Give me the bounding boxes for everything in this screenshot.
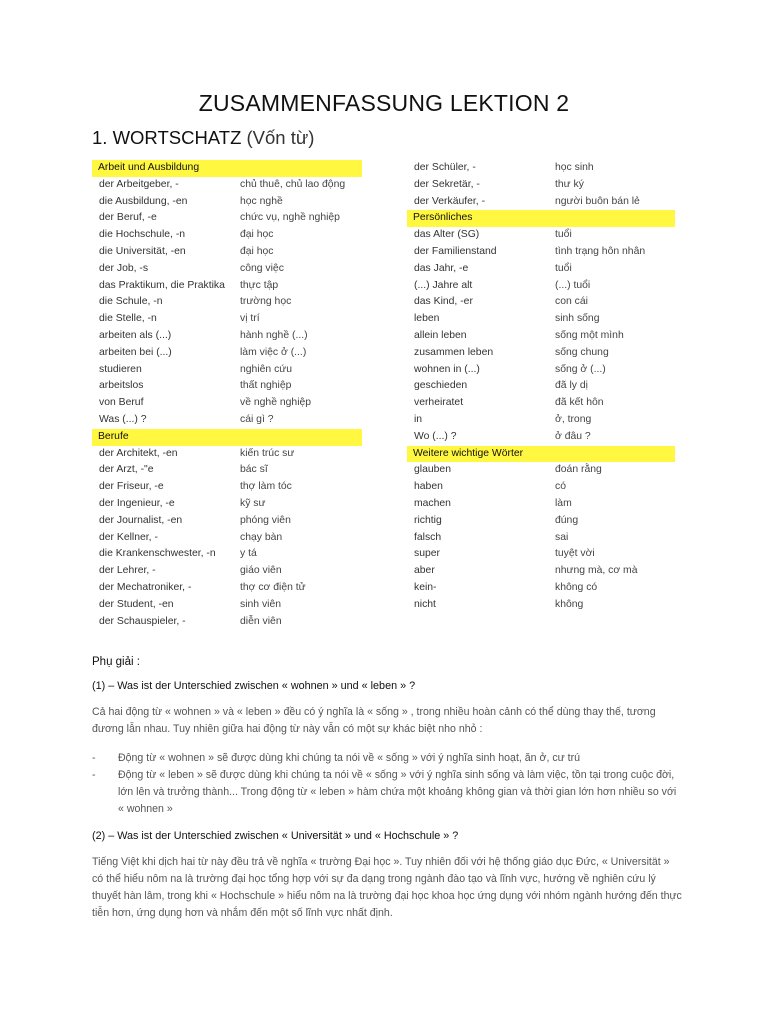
vietnamese-translation: y tá xyxy=(240,548,257,560)
vietnamese-translation: làm xyxy=(555,497,572,509)
german-term: das Jahr, -e xyxy=(414,262,469,274)
vietnamese-translation: kỹ sư xyxy=(240,497,266,509)
bullet-item xyxy=(92,750,682,767)
german-term: der Lehrer, - xyxy=(99,565,156,577)
german-term: machen xyxy=(414,497,451,509)
vocab-row xyxy=(407,496,675,513)
german-term: studieren xyxy=(99,363,142,375)
german-term: der Friseur, -e xyxy=(99,481,164,493)
german-term: verheiratet xyxy=(414,397,464,409)
notes-label: Phụ giải : xyxy=(92,656,140,668)
german-term: das Kind, -er xyxy=(414,296,473,308)
vocab-row xyxy=(92,597,362,614)
vietnamese-translation: cái gì ? xyxy=(240,413,274,425)
vietnamese-translation: công việc xyxy=(240,262,284,274)
vocab-row xyxy=(92,530,362,547)
german-term: richtig xyxy=(414,514,442,526)
german-term: der Journalist, -en xyxy=(99,514,183,526)
vietnamese-translation: sống ở (...) xyxy=(555,363,606,375)
german-term: kein- xyxy=(414,581,437,593)
vietnamese-translation: tuổi xyxy=(555,229,572,241)
category-header: Arbeit und Ausbildung xyxy=(92,160,362,177)
document-title: ZUSAMMENFASSUNG LEKTION 2 xyxy=(198,90,570,116)
category-header: Berufe xyxy=(92,429,362,446)
vocab-row xyxy=(92,194,362,211)
vocab-row xyxy=(407,412,675,429)
vietnamese-translation: chủ thuê, chủ lao động xyxy=(240,178,346,190)
answer-2-paragraph: Tiếng Việt khi dịch hai từ này đều trả về nghĩa « trường Đại học ». Tuy nhiên đối với hệ thống giáo dục Đức, « Universität » có thể hiểu nôm na là trường đại học tổng hợp với sự đa dạng trong ngành đào tạo và lĩnh vực, hướng về nghiên cứu lý thuyết hàn lâm, trong khi « Hochschule » hiểu nôm na là trường đại học khoa học ứng dụng với nhóm ngành hướng đến thực tiễn hơn, ứng dụng hơn và nhắm đến một số lĩnh vực nhất định. xyxy=(92,856,682,919)
vocab-row xyxy=(92,412,362,429)
dash-icon: - xyxy=(92,752,96,764)
vocab-row xyxy=(407,194,675,211)
vietnamese-translation: học nghề xyxy=(240,195,283,207)
vocab-row xyxy=(407,244,675,261)
vocab-row xyxy=(92,513,362,530)
vietnamese-translation: nghiên cứu xyxy=(240,363,293,375)
vocab-row xyxy=(407,345,675,362)
german-term: die Stelle, -n xyxy=(99,313,157,325)
notes-section xyxy=(92,656,682,934)
german-term: das Alter (SG) xyxy=(414,229,480,241)
german-term: die Universität, -en xyxy=(99,245,186,257)
german-term: der Verkäufer, - xyxy=(414,195,486,207)
german-term: allein leben xyxy=(414,329,467,341)
vietnamese-translation: sai xyxy=(555,531,569,543)
vietnamese-translation: ở đâu ? xyxy=(555,430,591,442)
german-term: arbeitslos xyxy=(99,380,144,392)
vocab-row xyxy=(92,244,362,261)
vietnamese-translation: thợ cơ điện tử xyxy=(240,581,306,593)
section-heading xyxy=(92,127,314,149)
german-term: super xyxy=(414,548,440,560)
vocab-row xyxy=(407,160,675,177)
vietnamese-translation: người buôn bán lẻ xyxy=(555,195,640,207)
vietnamese-translation: làm việc ở (...) xyxy=(240,346,307,358)
vietnamese-translation: học sinh xyxy=(555,162,594,173)
vietnamese-translation: đại học xyxy=(240,245,274,257)
german-term: die Ausbildung, -en xyxy=(99,195,188,207)
vocab-row xyxy=(92,227,362,244)
german-term: nicht xyxy=(414,598,436,610)
vocab-row xyxy=(92,546,362,563)
vocab-row xyxy=(407,278,675,295)
german-term: der Mechatroniker, - xyxy=(99,581,192,593)
german-term: der Ingenieur, -e xyxy=(99,497,175,509)
german-term: der Arzt, -"e xyxy=(99,464,154,476)
vietnamese-translation: có xyxy=(555,481,566,493)
vocab-row xyxy=(407,429,675,446)
vietnamese-translation: thực tập xyxy=(240,279,279,291)
vietnamese-translation: hành nghề (...) xyxy=(240,329,308,341)
german-term: die Schule, -n xyxy=(99,296,163,308)
vocab-row xyxy=(407,311,675,328)
german-term: falsch xyxy=(414,531,442,543)
vocab-column-right xyxy=(407,160,675,614)
german-term: geschieden xyxy=(414,380,468,392)
vietnamese-translation: vị trí xyxy=(240,313,260,325)
vocab-row xyxy=(407,395,675,412)
category-header: Weitere wichtige Wörter xyxy=(407,446,675,463)
vocab-row xyxy=(92,210,362,227)
vocab-column-left xyxy=(92,160,362,630)
answer-1-bullets xyxy=(92,750,682,818)
answer-1-paragraph: Cả hai động từ « wohnen » và « leben » đều có ý nghĩa là « sống » , trong nhiều hoàn cảnh có thể dùng thay thế, tương đương lẫn nhau. Tuy nhiên giữa hai động từ này vẫn có một sự khác biệt nho nhỏ : xyxy=(92,706,656,735)
german-term: der Schüler, - xyxy=(414,162,476,173)
vocab-row xyxy=(407,378,675,395)
german-term: der Arbeitgeber, - xyxy=(99,178,179,190)
vocab-row xyxy=(92,479,362,496)
vocab-row xyxy=(92,362,362,379)
vietnamese-translation: tuyệt vời xyxy=(555,548,595,560)
german-term: Wo (...) ? xyxy=(414,430,457,442)
vietnamese-translation: thư ký xyxy=(555,178,584,190)
vocab-row xyxy=(407,227,675,244)
vietnamese-translation: trường học xyxy=(240,296,292,308)
vietnamese-translation: thất nghiệp xyxy=(240,380,292,392)
german-term: der Architekt, -en xyxy=(99,447,178,459)
bullet-text: Động từ « wohnen » sẽ được dùng khi chúng ta nói về « sống » với ý nghĩa sinh hoạt, ăn ở, cư trú xyxy=(118,752,581,764)
vietnamese-translation: tuổi xyxy=(555,262,572,274)
vocab-row xyxy=(92,580,362,597)
vocab-row xyxy=(407,479,675,496)
german-term: die Hochschule, -n xyxy=(99,229,186,241)
vocab-row xyxy=(407,513,675,530)
vocab-row xyxy=(92,345,362,362)
german-term: leben xyxy=(414,313,440,325)
german-term: zusammen leben xyxy=(414,346,494,358)
german-term: arbeiten als (...) xyxy=(99,329,172,341)
vietnamese-translation: con cái xyxy=(555,296,588,308)
vocab-row xyxy=(407,177,675,194)
german-term: glauben xyxy=(414,464,451,476)
vietnamese-translation: diễn viên xyxy=(240,615,282,627)
vocab-row xyxy=(407,546,675,563)
vocab-row xyxy=(92,328,362,345)
german-term: das Praktikum, die Praktika xyxy=(99,279,225,291)
vietnamese-translation: đã kết hôn xyxy=(555,397,604,409)
vietnamese-translation: chạy bàn xyxy=(240,531,283,543)
vietnamese-translation: không có xyxy=(555,581,598,593)
vocab-row xyxy=(407,294,675,311)
vocab-row xyxy=(92,177,362,194)
german-term: Was (...) ? xyxy=(99,413,147,425)
vocab-row xyxy=(92,395,362,412)
vietnamese-translation: giáo viên xyxy=(240,565,282,577)
vietnamese-translation: sinh sống xyxy=(555,313,600,325)
vocab-row xyxy=(92,278,362,295)
vietnamese-translation: sống một mình xyxy=(555,329,624,341)
german-term: (...) Jahre alt xyxy=(414,279,473,291)
german-term: haben xyxy=(414,481,443,493)
vocab-row xyxy=(407,362,675,379)
vietnamese-translation: kiến trúc sư xyxy=(240,447,295,459)
german-term: der Student, -en xyxy=(99,598,174,610)
german-term: der Sekretär, - xyxy=(414,178,480,190)
vocab-row xyxy=(92,294,362,311)
vietnamese-translation: tình trạng hôn nhân xyxy=(555,245,646,257)
vocab-row xyxy=(407,597,675,614)
question-2: (2) – Was ist der Unterschied zwischen « Universität » und « Hochschule » ? xyxy=(92,830,459,842)
category-header: Persönliches xyxy=(407,210,675,227)
vietnamese-translation: ở, trong xyxy=(555,413,592,425)
vietnamese-translation: sinh viên xyxy=(240,598,282,610)
vietnamese-translation: đại học xyxy=(240,229,274,241)
vietnamese-translation: đoán rằng xyxy=(555,464,602,476)
german-term: aber xyxy=(414,565,435,577)
vietnamese-translation: thợ làm tóc xyxy=(240,481,292,493)
vietnamese-translation: về nghề nghiệp xyxy=(240,397,312,409)
dash-icon: - xyxy=(92,769,96,781)
vietnamese-translation: nhưng mà, cơ mà xyxy=(555,565,638,577)
vocab-row xyxy=(92,446,362,463)
vietnamese-translation: chức vụ, nghề nghiệp xyxy=(240,212,340,224)
german-term: arbeiten bei (...) xyxy=(99,346,172,358)
vietnamese-translation: sống chung xyxy=(555,346,609,358)
vocab-row xyxy=(92,496,362,513)
vietnamese-translation: đã ly dị xyxy=(555,380,588,392)
vietnamese-translation: bác sĩ xyxy=(240,464,268,476)
vocab-row xyxy=(407,261,675,278)
german-term: die Krankenschwester, -n xyxy=(99,548,216,560)
german-term: von Beruf xyxy=(99,397,144,409)
vocab-row xyxy=(407,462,675,479)
bullet-text: Động từ « leben » sẽ được dùng khi chúng ta nói về « sống » với ý nghĩa sinh sống và làm việc, tồn tại trong cuộc đời, lớn lên và trưởng thành... Trong động từ « leben » hàm chứa một khoảng không gian và thời gian lớn hơn nhiều so với « wohnen » xyxy=(118,769,677,815)
section-heading-sub: (Vốn từ) xyxy=(246,127,315,148)
vocab-row xyxy=(407,530,675,547)
german-term: in xyxy=(414,413,423,425)
vocab-row xyxy=(92,378,362,395)
vietnamese-translation: phóng viên xyxy=(240,514,291,526)
bullet-item xyxy=(92,767,682,818)
vocab-row xyxy=(407,580,675,597)
vocab-row xyxy=(407,563,675,580)
question-1: (1) – Was ist der Unterschied zwischen « wohnen » und « leben » ? xyxy=(92,680,416,692)
german-term: der Schauspieler, - xyxy=(99,615,186,627)
german-term: der Job, -s xyxy=(99,262,149,274)
vocab-row xyxy=(92,563,362,580)
section-heading-main: 1. WORTSCHATZ xyxy=(92,127,242,148)
vocab-row xyxy=(407,328,675,345)
vocab-row xyxy=(92,462,362,479)
german-term: der Beruf, -e xyxy=(99,212,157,224)
vietnamese-translation: (...) tuổi xyxy=(555,279,591,291)
vietnamese-translation: đúng xyxy=(555,514,579,526)
german-term: der Kellner, - xyxy=(99,531,158,543)
vocab-row xyxy=(92,311,362,328)
vocab-row xyxy=(92,261,362,278)
vocab-row xyxy=(92,614,362,631)
german-term: wohnen in (...) xyxy=(414,363,480,375)
vietnamese-translation: không xyxy=(555,598,584,610)
german-term: der Familienstand xyxy=(414,245,497,257)
